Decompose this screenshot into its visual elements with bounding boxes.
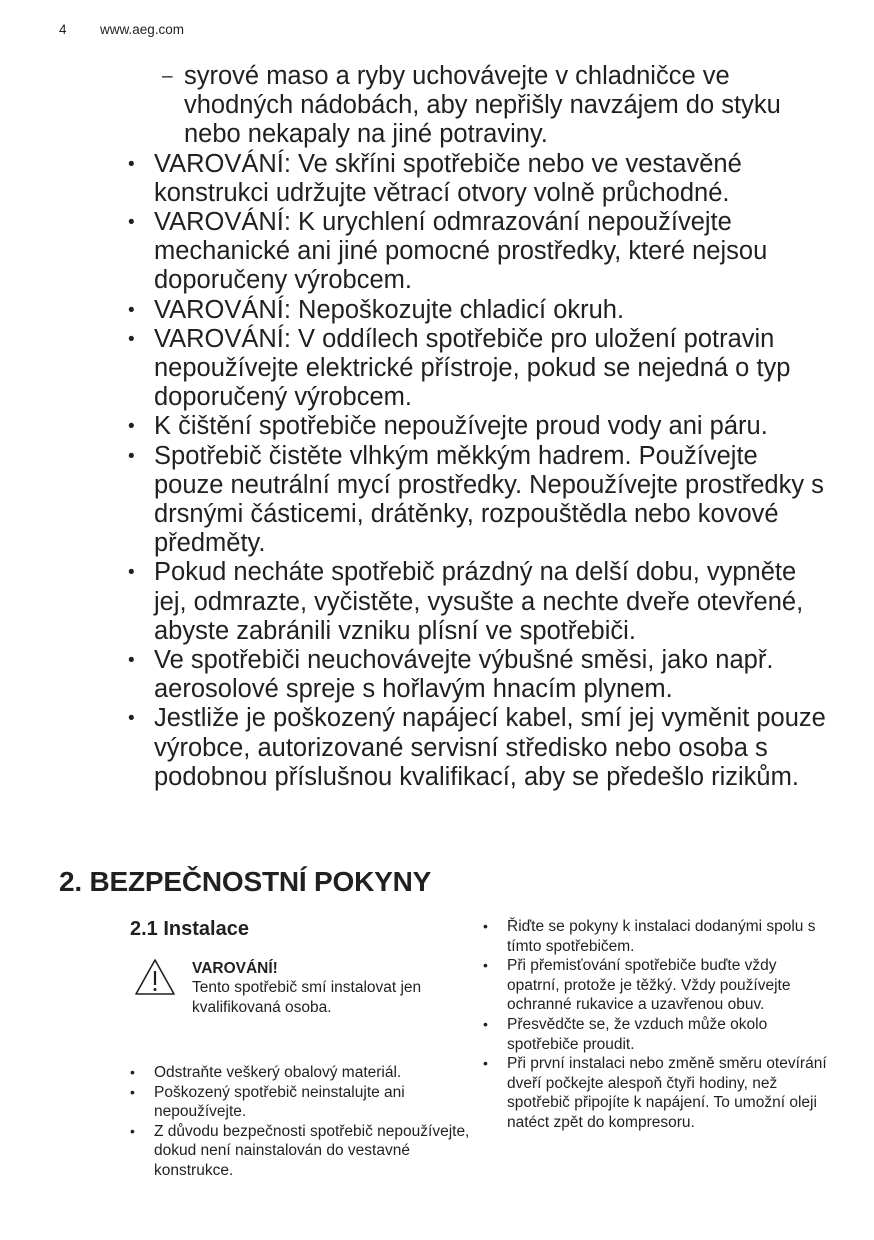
list-item-text: VAROVÁNÍ: V oddílech spotřebiče pro uložení potravin nepoužívejte elektrické přístroje, pokud se nejedná o typ doporučený výrobcem. <box>154 324 791 412</box>
installation-list-left <box>130 1063 470 1181</box>
warning-triangle-icon <box>134 958 176 996</box>
bullet-marker: • <box>483 957 488 974</box>
list-item-text: Z důvodu bezpečnosti spotřebič nepoužívejte, dokud není nainstalován do vestavné konstrukce. <box>154 1122 470 1179</box>
list-item-text: syrové maso a ryby uchovávejte v chladničce ve vhodných nádobách, aby nepřišly navzájem do styku nebo nekapaly na jiné potraviny. <box>184 62 781 149</box>
list-item-text: Pokud necháte spotřebič prázdný na delší dobu, vypněte jej, odmrazte, vyčistěte, vysušte a nechte dveře otevřené, abyste zabránili vzniku plísní ve spotřebiči. <box>154 558 804 645</box>
page-number: 4 <box>59 22 67 37</box>
warning-text: Tento spotřebič smí instalovat jen kvalifikovaná osoba. <box>192 979 422 1016</box>
bullet-marker: • <box>128 328 135 350</box>
list-item <box>128 646 828 704</box>
list-item-text: Odstraňte veškerý obalový materiál. <box>154 1064 402 1081</box>
bullet-marker: • <box>483 918 488 934</box>
section-title: 2. BEZPEČNOSTNÍ POKYNY <box>59 866 432 897</box>
list-item <box>128 412 828 441</box>
bullet-marker: • <box>128 153 135 175</box>
list-item <box>128 558 828 646</box>
list-item <box>130 1083 470 1122</box>
list-item-text: Poškozený spotřebič neinstalujte ani nepoužívejte. <box>154 1083 405 1121</box>
list-item <box>128 704 828 792</box>
list-item-text: VAROVÁNÍ: K urychlení odmrazování nepoužívejte mechanické ani jiné pomocné prostředky, které nejsou doporučeny výrobcem. <box>154 208 768 295</box>
list-item <box>128 442 828 559</box>
list-sub-item <box>128 62 828 150</box>
list-item-text: Při přemisťování spotřebiče buďte vždy opatrní, protože je těžký. Vždy používejte ochranné rukavice a uzavřenou obuv. <box>507 957 791 1014</box>
bullet-marker: • <box>128 708 135 730</box>
list-item-text: Řiďte se pokyny k instalaci dodanými spolu s tímto spotřebičem. <box>507 918 816 955</box>
list-item-text: Spotřebič čistěte vlhkým měkkým hadrem. Používejte pouze neutrální mycí prostředky. Nepoužívejte prostředky s drsnými částicemi, drátěnky, rozpouštědla nebo kovové předměty. <box>154 441 824 558</box>
list-item-text: Přesvědčte se, že vzduch může okolo spotřebiče proudit. <box>507 1015 768 1053</box>
bullet-marker: • <box>128 416 135 438</box>
list-item <box>128 150 828 208</box>
list-item-text: Jestliže je poškozený napájecí kabel, smí jej vyměnit pouze výrobce, autorizované servisní středisko nebo osoba s podobnou příslušnou kvalifikací, aby se předešlo rizikům. <box>154 704 826 791</box>
list-item <box>128 325 828 413</box>
list-item <box>483 917 828 956</box>
left-column <box>130 917 470 1181</box>
list-item-text: K čištění spotřebiče nepoužívejte proud vody ani páru. <box>154 412 768 441</box>
list-item <box>483 956 828 1015</box>
website-link[interactable]: www.aeg.com <box>100 22 185 37</box>
bullet-marker: • <box>483 1055 488 1072</box>
list-item <box>130 1063 470 1083</box>
warning-title: VAROVÁNÍ! <box>192 960 278 977</box>
right-column <box>483 917 828 1133</box>
installation-list-right <box>483 917 828 1133</box>
list-item-text: VAROVÁNÍ: Ve skříni spotřebiče nebo ve vestavěné konstrukci udržujte větrací otvory volně průchodné. <box>154 149 742 207</box>
subsection-title: 2.1 Instalace <box>130 918 249 940</box>
safety-list <box>128 62 828 792</box>
list-item <box>128 208 828 296</box>
list-item <box>483 1054 828 1132</box>
bullet-marker: • <box>128 562 135 584</box>
bullet-marker: • <box>128 299 135 321</box>
list-item-text: Při první instalaci nebo změně směru otevírání dveří počkejte alespoň čtyři hodiny, než spotřebič připojíte k napájení. To umožní oleji natéct zpět do kompresoru. <box>507 1055 827 1131</box>
list-item-text: Ve spotřebiči neuchovávejte výbušné směsi, jako např. aerosolové spreje s hořlavým hnacím plynem. <box>154 646 774 704</box>
list-item-text: VAROVÁNÍ: Nepoškozujte chladicí okruh. <box>154 295 625 324</box>
bullet-marker: • <box>128 650 135 672</box>
list-item <box>483 1015 828 1054</box>
dash-marker: – <box>162 66 173 87</box>
bullet-marker: • <box>130 1122 135 1139</box>
list-item <box>130 1122 470 1181</box>
warning-box <box>130 951 470 1049</box>
bullet-marker: • <box>128 445 135 467</box>
bullet-marker: • <box>130 1083 135 1100</box>
bullet-marker: • <box>128 212 135 234</box>
bullet-marker: • <box>130 1064 135 1080</box>
bullet-marker: • <box>483 1015 488 1032</box>
list-item <box>128 296 828 325</box>
